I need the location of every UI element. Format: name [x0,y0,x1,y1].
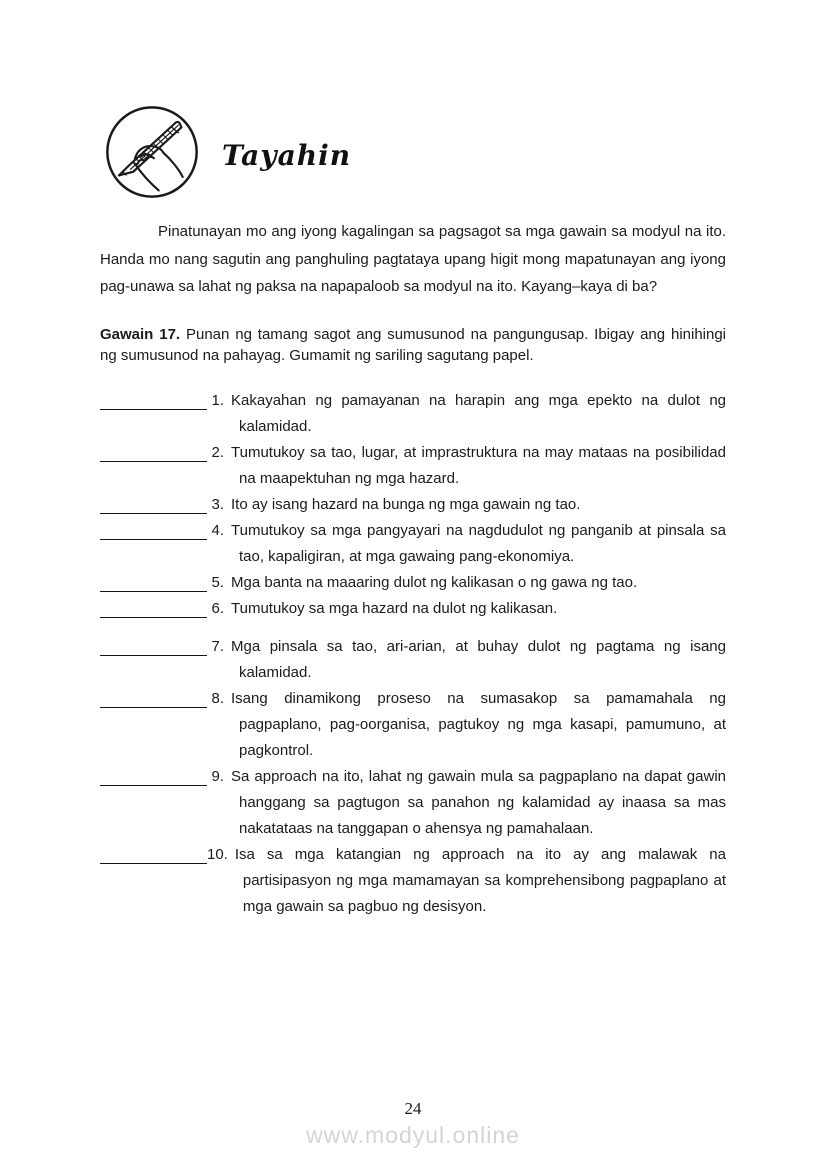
fill-in-item [100,634,726,686]
item-number: 9. [211,767,224,785]
answer-blank-line [100,764,207,786]
item-number: 5. [211,573,224,591]
item-text: Sa approach na ito, lahat ng gawain mula sa pagpaplano na dapat gawin hanggang sa pagtugon sa panahon ng kalamidad ay inaasa sa mas nakatataas na tanggapan o ahensya ng pamahalaan. [231,767,726,837]
answer-blank-line [100,518,207,540]
item-text: Isang dinamikong proseso na sumasakop sa pamamahala ng pagpaplano, pag-oorganisa, pagtukoy ng mga kasapi, pamumuno, at pagkontrol. [231,689,726,759]
answer-blank-line [100,570,207,592]
item-number: 10. [207,845,228,863]
answer-blank-line [100,634,207,656]
item-text: Ito ay isang hazard na bunga ng mga gawain ng tao. [231,495,581,513]
fill-in-item [100,388,726,440]
item-text: Tumutukoy sa mga pangyayari na nagdudulot ng panganib at pinsala sa tao, kapaligiran, at mga gawaing pang-ekonomiya. [231,521,726,565]
fill-in-item [100,596,726,622]
fill-in-items-list [100,388,726,920]
page-footer [0,1099,826,1149]
item-text: Tumutukoy sa tao, lugar, at imprastruktura na may mataas na posibilidad na maapektuhan ng mga hazard. [231,443,726,487]
page-number: 24 [404,1099,422,1118]
item-number: 3. [211,495,224,513]
fill-in-item [100,492,726,518]
fill-in-item [100,686,726,764]
answer-blank-line [100,492,207,514]
answer-blank-line [100,686,207,708]
fill-in-item [100,518,726,570]
item-text: Isa sa mga katangian ng approach na ito ay ang malawak na partisipasyon ng mga mamamayan sa komprehensibong pagpaplano at mga gawain sa pagbuo ng desisyon. [234,845,726,915]
item-text: Tumutukoy sa mga hazard na dulot ng kalikasan. [231,599,558,617]
fill-in-item [100,842,726,920]
answer-blank-line [100,440,207,462]
activity-instructions [100,324,726,367]
item-number: 6. [211,599,224,617]
hand-writing-pencil-icon [104,104,200,200]
item-text: Kakayahan ng pamayanan na harapin ang mga epekto na dulot ng kalamidad. [231,391,726,435]
activity-instructions-text: Punan ng tamang sagot ang sumusunod na pangungusap. Ibigay ang hinihingi ng sumusunod na pahayag. Gumamit ng sariling sagutang papel. [100,325,727,364]
fill-in-item [100,570,726,596]
item-number: 8. [211,689,224,707]
intro-paragraph: Pinatunayan mo ang iyong kagalingan sa pagsagot sa mga gawain sa modyul na ito. Handa mo nang sagutin ang panghuling pagtataya upang higit mong mapatunayan ang iyong pag-unawa sa lahat ng paksa na napapaloob sa modyul na ito. Kayang–kaya di ba? [100,223,726,295]
answer-blank-line [100,388,207,410]
item-number: 7. [211,637,224,655]
item-number: 4. [211,521,224,539]
answer-blank-line [100,842,207,864]
fill-in-item [100,764,726,842]
item-text: Mga banta na maaaring dulot ng kalikasan o ng gawa ng tao. [231,573,638,591]
item-number: 1. [211,391,224,409]
section-header [100,104,726,200]
activity-label: Gawain 17. [100,325,181,343]
watermark-text: www.modyul.online [306,1122,520,1148]
fill-in-item [100,440,726,492]
item-number: 2. [211,443,224,461]
item-text: Mga pinsala sa tao, ari-arian, at buhay dulot ng pagtama ng isang kalamidad. [231,637,726,681]
answer-blank-line [100,596,207,618]
section-title: Tayahin [222,138,352,172]
